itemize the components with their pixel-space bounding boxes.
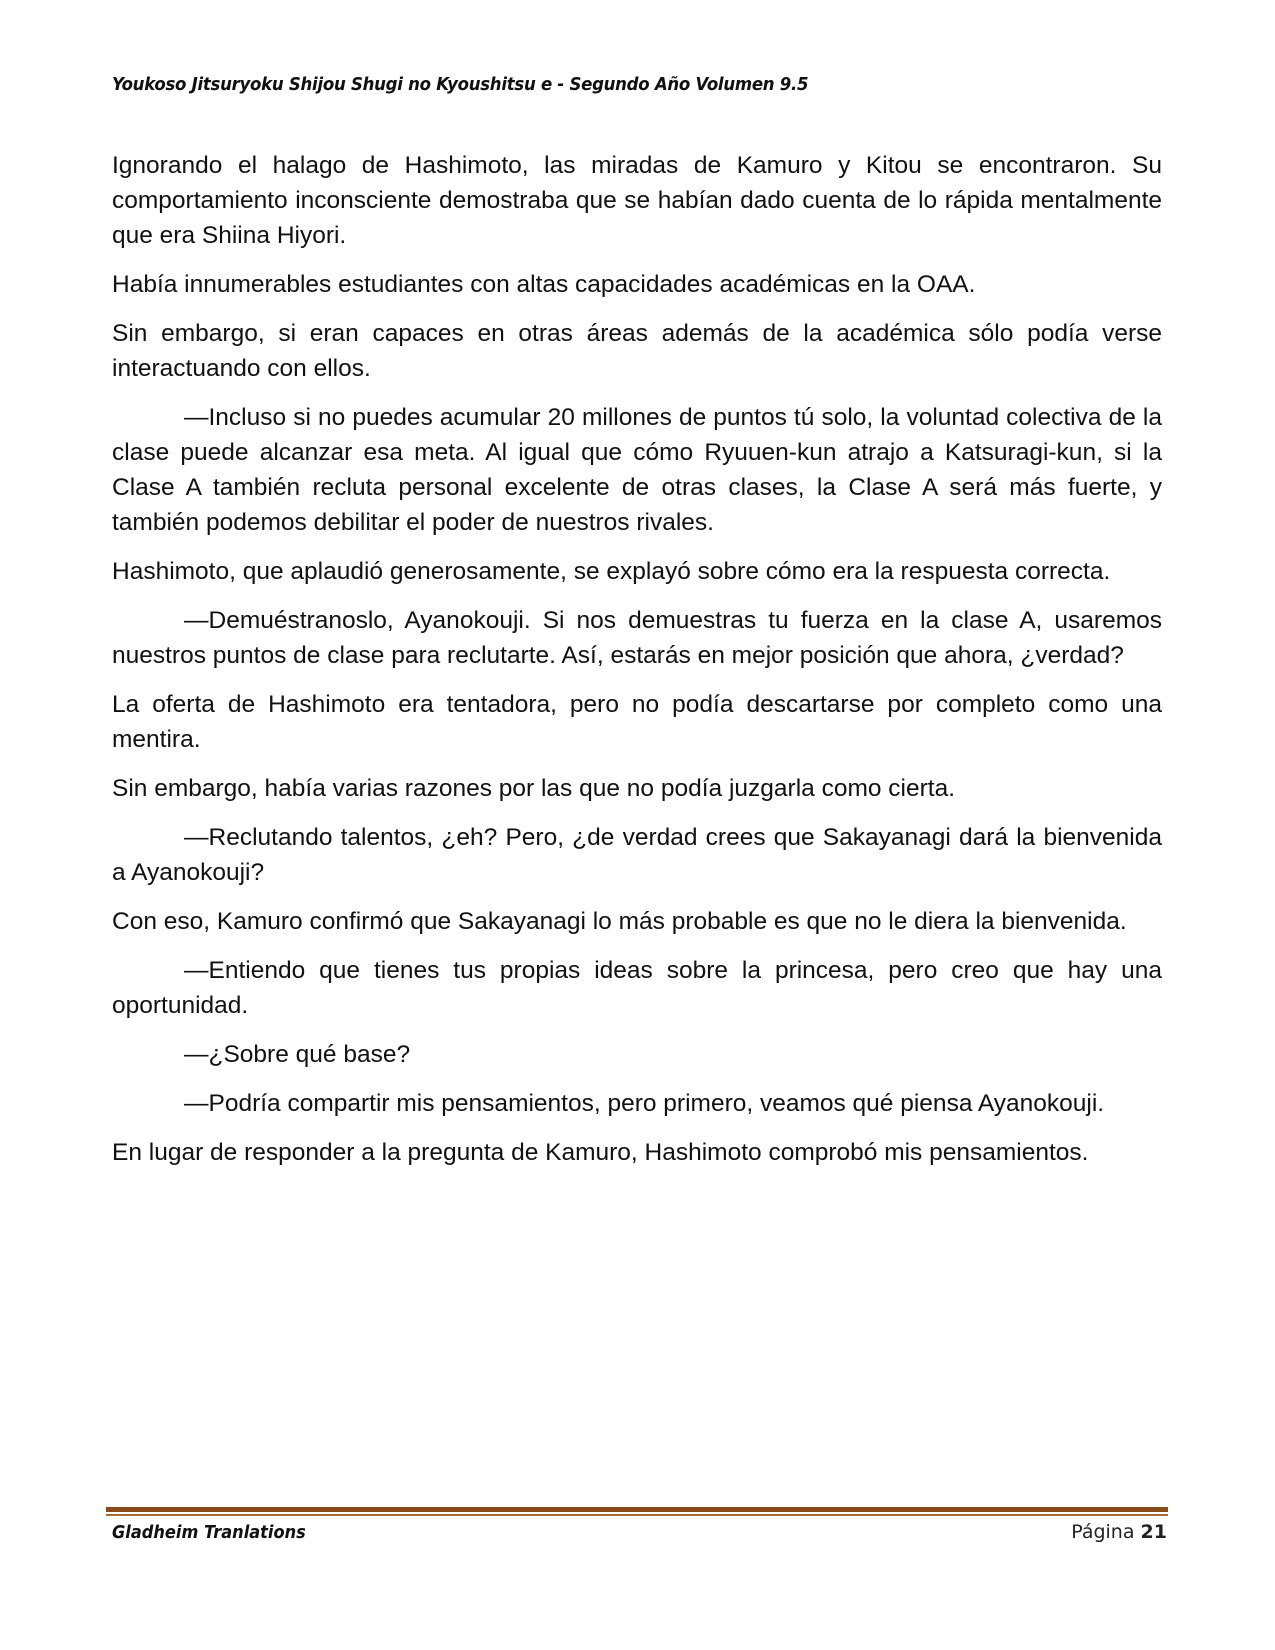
dialogue-paragraph: —Entiendo que tienes tus propias ideas sobre la princesa, pero creo que hay una oportunidad.: [112, 957, 1162, 1019]
dialogue-paragraph: —Podría compartir mis pensamientos, pero primero, veamos qué piensa Ayanokouji.: [184, 1090, 1105, 1117]
dialogue-paragraph: —Reclutando talentos, ¿eh? Pero, ¿de verdad crees que Sakayanagi dará la bienvenida a Ayanokouji?: [112, 824, 1162, 886]
page-number-value: 21: [1140, 1521, 1167, 1543]
dialogue-paragraph: —Incluso si no puedes acumular 20 millones de puntos tú solo, la voluntad colectiva de la clase puede alcanzar esa meta. Al igual que cómo Ryuuen-kun atrajo a Katsuragi-kun, si la Clase A también recluta personal excelente de otras clases, la Clase A será más fuerte, y también podemos debilitar el poder de nuestros rivales.: [112, 404, 1162, 536]
running-header-title: Youkoso Jitsuryoku Shijou Shugi no Kyoushitsu e - Segundo Año Volumen 9.5: [112, 74, 809, 95]
footer-credit: Gladheim Tranlations: [112, 1522, 306, 1543]
paragraph: Hashimoto, que aplaudió generosamente, se explayó sobre cómo era la respuesta correcta.: [112, 558, 1111, 585]
paragraph: Había innumerables estudiantes con altas capacidades académicas en la OAA.: [112, 271, 976, 298]
page-label: Página: [1071, 1521, 1135, 1543]
paragraph: Con eso, Kamuro confirmó que Sakayanagi lo más probable es que no le diera la bienvenida.: [112, 908, 1127, 935]
paragraph: En lugar de responder a la pregunta de Kamuro, Hashimoto comprobó mis pensamientos.: [112, 1139, 1089, 1166]
paragraph: Sin embargo, si eran capaces en otras áreas además de la académica sólo podía verse interactuando con ellos.: [112, 320, 1162, 382]
body-text: [112, 148, 1162, 1184]
paragraph: Ignorando el halago de Hashimoto, las miradas de Kamuro y Kitou se encontraron. Su comportamiento inconsciente demostraba que se habían dado cuenta de lo rápida mentalmente que era Shiina Hiyori.: [112, 152, 1162, 249]
paragraph: Sin embargo, había varias razones por las que no podía juzgarla como cierta.: [112, 775, 956, 802]
footer-divider: [106, 1507, 1168, 1517]
dialogue-paragraph: —Demuéstranoslo, Ayanokouji. Si nos demuestras tu fuerza en la clase A, usaremos nuestros puntos de clase para reclutarte. Así, estarás en mejor posición que ahora, ¿verdad?: [112, 607, 1162, 669]
footer-divider-thick: [106, 1507, 1168, 1512]
footer-divider-thin: [106, 1514, 1168, 1516]
dialogue-paragraph: —¿Sobre qué base?: [184, 1041, 411, 1068]
paragraph: La oferta de Hashimoto era tentadora, pero no podía descartarse por completo como una mentira.: [112, 691, 1162, 753]
page-number: [1071, 1521, 1167, 1543]
